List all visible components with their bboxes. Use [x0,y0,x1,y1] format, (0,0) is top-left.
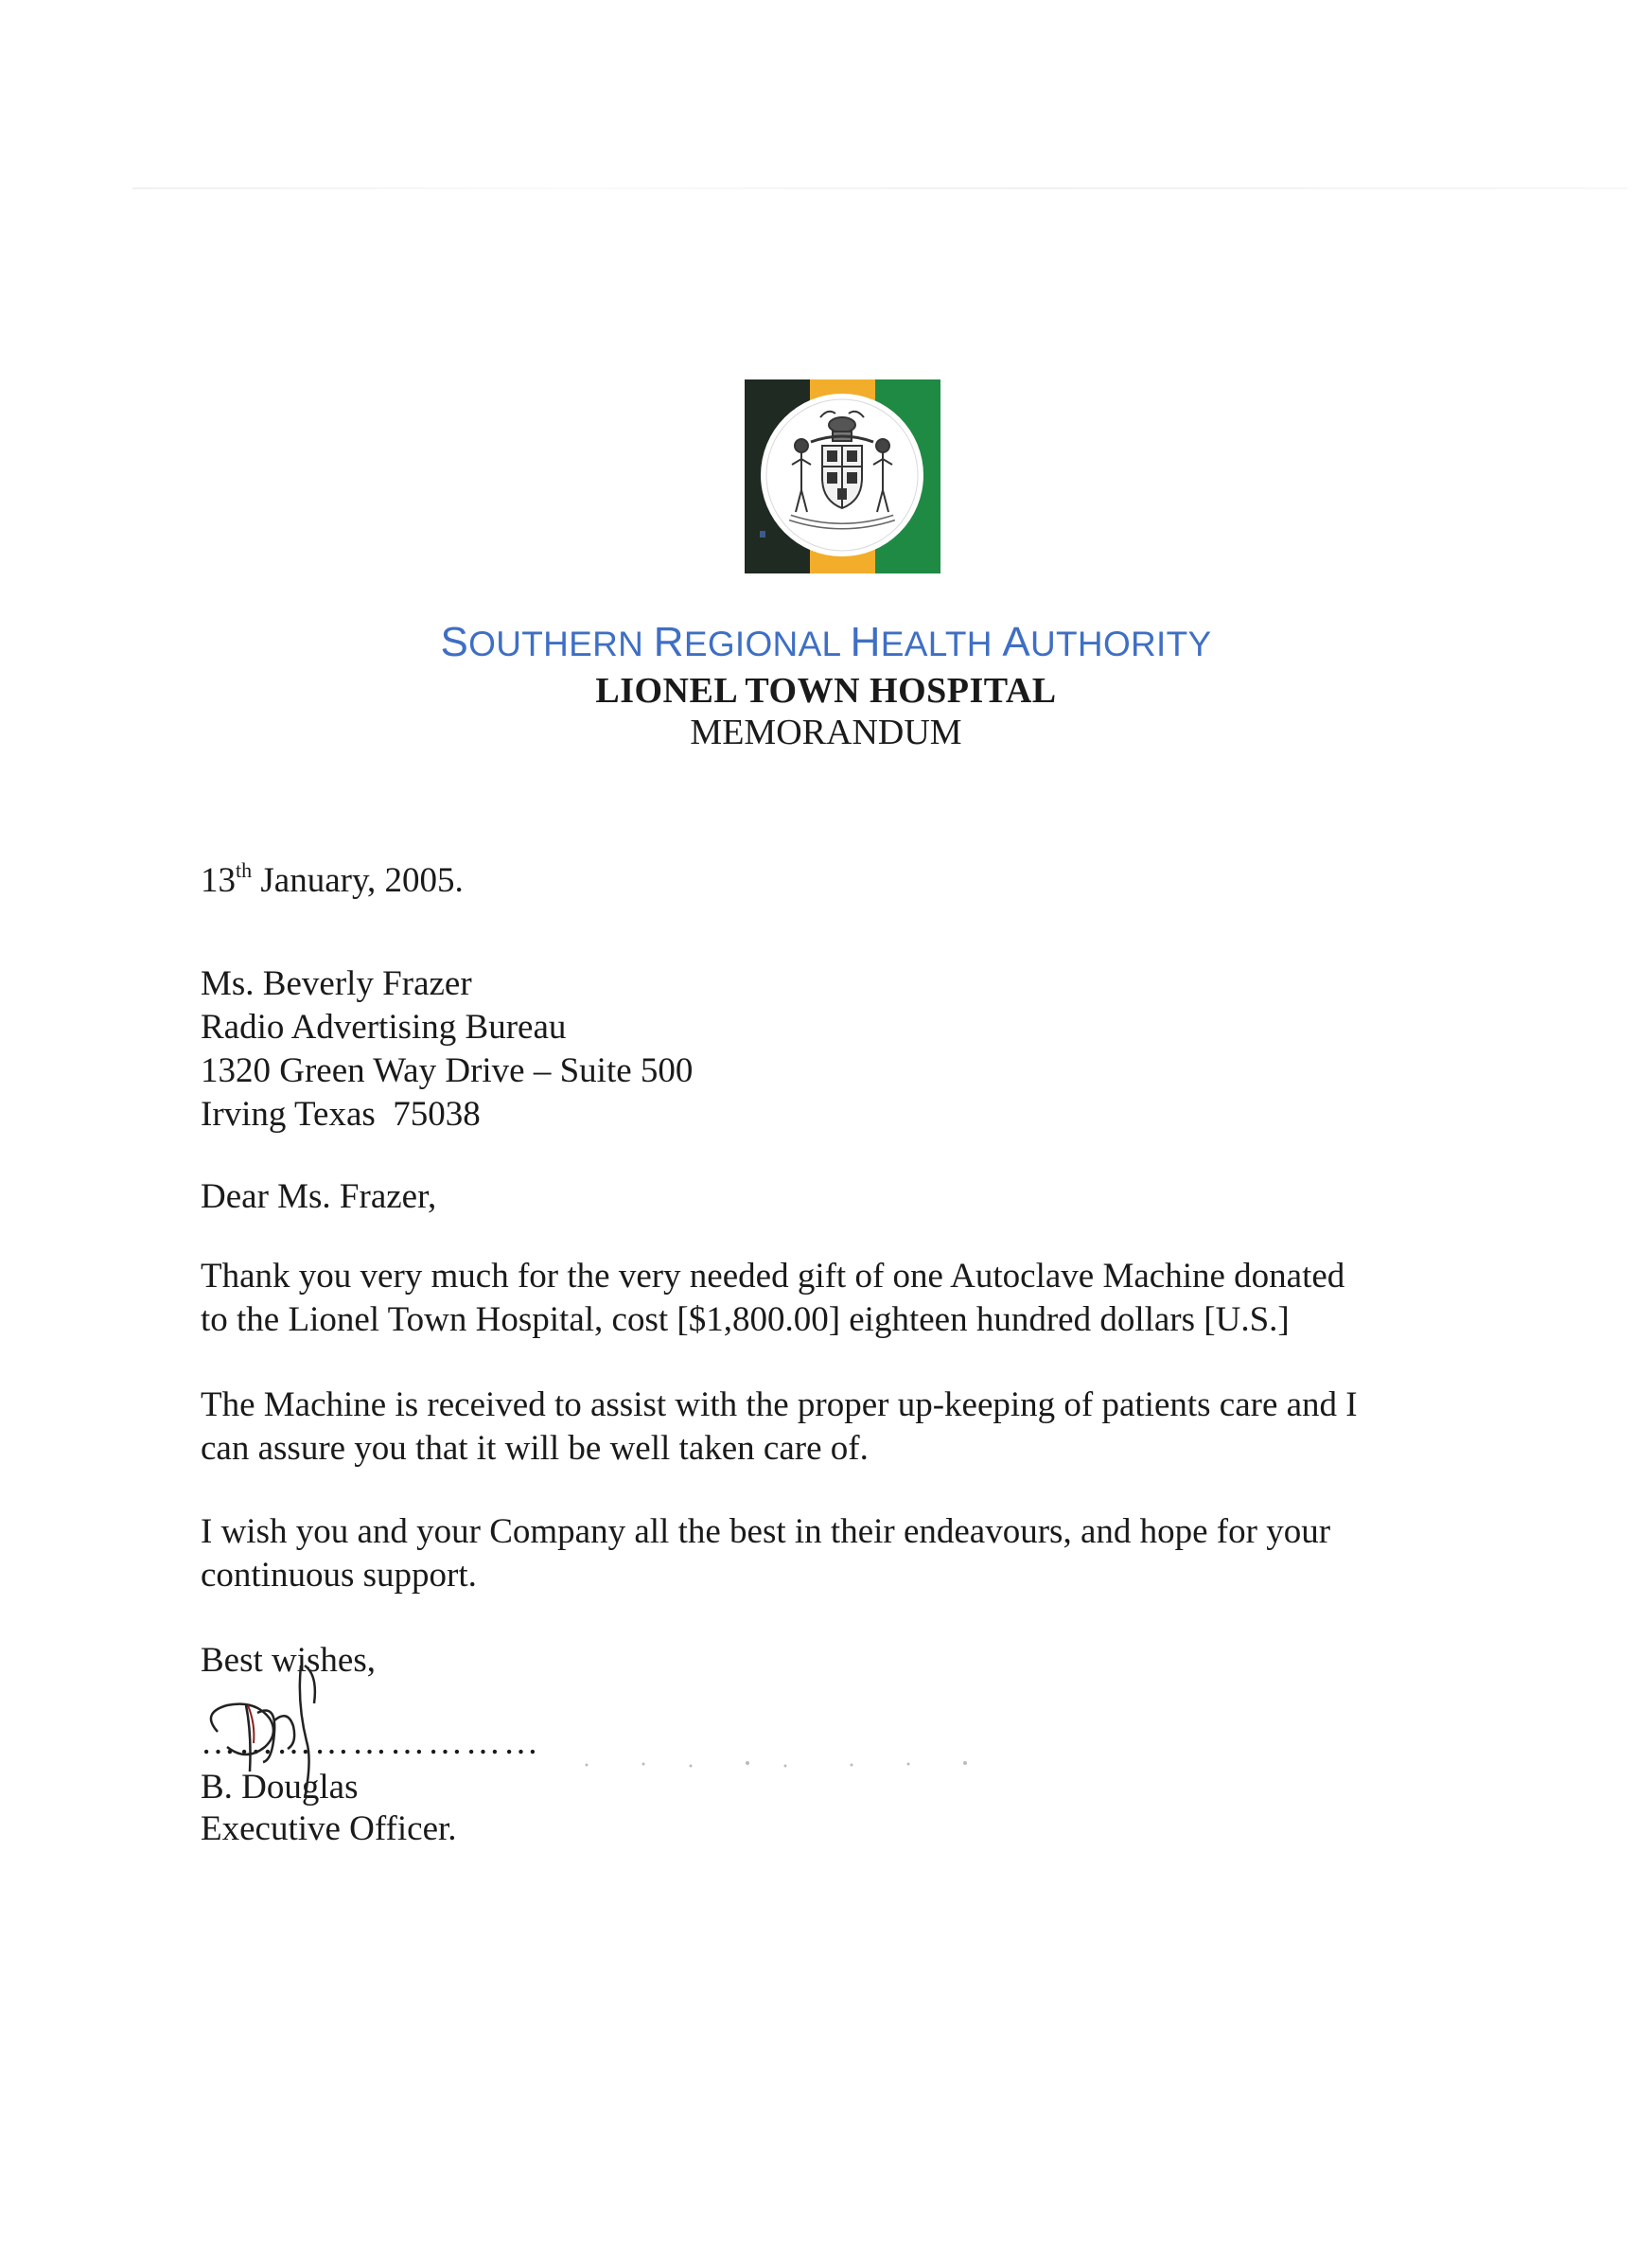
hospital-name: LIONEL TOWN HOSPITAL [595,671,1057,711]
recipient-company: Radio Advertising Bureau [201,1008,567,1047]
signer-title: Executive Officer. [201,1809,457,1848]
authority-word-2: REGIONAL [653,619,841,665]
recipient-name: Ms. Beverly Frazer [201,964,472,1003]
recipient-street: 1320 Green Way Drive – Suite 500 [201,1051,694,1090]
salutation: Dear Ms. Frazer, [201,1177,437,1216]
body-paragraph: I wish you and your Company all the best in their endeavours, and hope for your continuous support. [201,1512,1331,1595]
document-type: MEMORANDUM [690,713,962,752]
body-paragraph: Thank you very much for the very needed gift of one Autoclave Machine donated to the Lionel Town Hospital, cost [$1,800.00] eighteen hundred dollars [U.S.] [201,1257,1345,1339]
closing: Best wishes, [201,1641,376,1680]
body-paragraph: The Machine is received to assist with the proper up-keeping of patients care and I can assure you that it will be well taken care of. [201,1385,1358,1468]
signature-line: ……………………… [201,1723,541,1762]
authority-word-1: SOUTHERN [440,619,644,665]
scan-artifact-line [132,187,1627,189]
authority-title [0,619,1652,666]
scan-noise [568,1760,993,1770]
handwritten-signature [180,1647,378,1836]
signer-name: B. Douglas [201,1768,359,1807]
authority-word-4: AUTHORITY [1002,619,1212,665]
recipient-address [201,962,693,1137]
authority-word-3: HEALTH [850,619,993,665]
letter-date: 13th January, 2005. [201,858,464,900]
recipient-city: Irving Texas 75038 [201,1095,481,1134]
coat-of-arms-emblem [745,379,940,573]
